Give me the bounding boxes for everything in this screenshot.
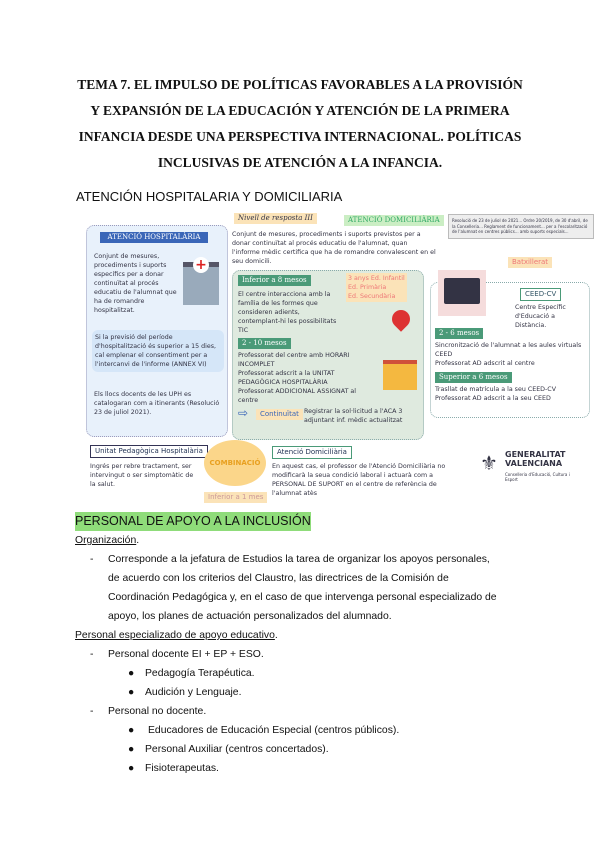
level-item: 3 anys Ed. Infantil — [348, 275, 405, 282]
docente-item: Personal docente EI + EP + ESO. — [108, 649, 264, 660]
ceed-tag: CEED-CV — [520, 288, 561, 301]
bullet: ● — [128, 687, 135, 698]
list-item: Professorat AD adscrit a la seu CEED — [435, 395, 551, 402]
m2-6-list — [435, 341, 585, 368]
list-item: Sincronització de l'alumnat a les aules virtuals CEED — [435, 342, 582, 358]
ad-tag: Atenció Domiciliària — [272, 446, 352, 459]
dash-bullet: - — [90, 706, 94, 717]
list-item: Trasllat de matrícula a la seu CEED-CV — [435, 386, 557, 393]
level-item: Ed. Primària — [348, 284, 387, 291]
text-line: apoyo, los planes de actuación personalizados del alumnado. — [108, 611, 392, 622]
list-item: Professorat ADDICIONAL ASSIGNAT al centre — [238, 388, 357, 404]
list-item: Professorat adscrit a la UNITAT PEDAGÒGICA HOSPITALÀRIA — [238, 370, 335, 386]
org-label-line: Organización. — [75, 535, 140, 546]
level-item: Ed. Secundària — [348, 293, 396, 300]
section-heading: ATENCIÓN HOSPITALARIA Y DOMICILIARIA — [76, 189, 343, 204]
ceed-text: Centre Específic d'Educació a Distància. — [515, 304, 566, 329]
generalitat-emblem-icon: ⚜ — [480, 451, 498, 475]
batx-tag: Batxillerat — [508, 257, 552, 268]
dom-title: ATENCIÓ DOMICILIÀRIA — [344, 215, 444, 226]
logo-text: GENERALITAT VALENCIANA — [505, 450, 566, 468]
org-paragraph — [108, 550, 497, 626]
page-title — [20, 72, 580, 176]
bullet: ● — [128, 763, 135, 774]
laptop-illustration — [438, 270, 486, 316]
bullet: ● — [128, 725, 135, 736]
list-item: Professorat AD adscrit al centre — [435, 360, 535, 367]
title-line: INCLUSIVAS DE ATENCIÓN A LA INFANCIA. — [157, 155, 443, 170]
infographic — [80, 210, 595, 508]
lt1-tag: Inferior a 1 mes — [204, 492, 267, 503]
continuity-text: Registrar la sol·licitud a l'ACA 3 adjuntant inf. mèdic actualitzat — [304, 408, 403, 424]
dom-text: Conjunt de mesures, procediments i suports previstos per a donar continuïtat al procés educatiu de l'alumnat, quan l'informe mèdic certifica que ha de romandre convalescent en el seu domicili. — [232, 231, 436, 265]
org-label: Organización — [75, 535, 137, 546]
hosp-note: Si la previsió del període d'hospitalització és superior a 15 dies, cal emplenar el consentiment per a l'intercanvi de l'informe (ANNEX VI) — [92, 330, 224, 372]
section-heading: PERSONAL DE APOYO A LA INCLUSIÓN — [75, 512, 311, 531]
list-item: Fisioterapeutas. — [145, 763, 219, 774]
hospital-icon: + — [183, 262, 219, 305]
combination-badge: COMBINACIÓ — [204, 440, 266, 486]
bullet: ● — [128, 744, 135, 755]
m2-10-tag: 2 - 10 mesos — [238, 338, 291, 349]
house-icon — [383, 360, 417, 390]
gt6-tag: Superior a 6 mesos — [435, 372, 512, 383]
arrow-icon: ⇨ — [238, 406, 249, 420]
title-line: INFANCIA DESDE UNA PERSPECTIVA INTERNACIONAL. POLÍTICAS — [78, 129, 522, 144]
dash-bullet: - — [90, 554, 94, 565]
hosp-text: Conjunt de mesures, procediments i suports específics per a donar continuïtat al procés educatiu de l'alumnat que ha de romandre hospitalitzat. — [94, 253, 177, 314]
no-docente-item: Personal no docente. — [108, 706, 207, 717]
list-item: Professorat del centre amb HORARI INCOMPLET — [238, 352, 350, 368]
text-line: de acuerdo con los criterios del Claustro, las directrices de la Comisión de — [108, 573, 449, 584]
list-item: Educadores de Educación Especial (centros públicos). — [148, 725, 400, 736]
legal-box: Resolució de 23 de juliol de 2021... Ordre 20/2019, de 30 d'abril, de la Conselleria... Reglament de funcionament... per a l'escolarització de l'alumnat en centres públics... amb suports especials... — [448, 214, 594, 239]
hosp-title: ATENCIÓ HOSPITALÀRIA — [100, 232, 208, 243]
ad-text: En aquest cas, el professor de l'Atenció Domiciliària no modificarà la seua condició laboral i actuarà com a PERSONAL DE SUPORT en el centre de referència de l'alumnat atès — [272, 463, 446, 497]
list-item: Pedagogía Terapéutica. — [145, 668, 255, 679]
list-item: Audición y Lenguaje. — [145, 687, 242, 698]
gt6-list — [435, 385, 585, 403]
levels — [346, 273, 407, 302]
hosp-note2: Els llocs docents de les UPH es catalogaran com a itinerants (Resolució 23 de juliol 2021). — [94, 391, 220, 416]
dash-bullet: - — [90, 649, 94, 660]
lt8-tag: Inferior a 8 mesos — [238, 275, 311, 286]
uph-tag: Unitat Pedagògica Hospitalària — [90, 445, 208, 458]
m2-10-list — [238, 351, 378, 405]
text-line: Corresponde a la jefatura de Estudios la tarea de organizar los apoyos personales, — [108, 554, 490, 565]
bullet: ● — [128, 668, 135, 679]
level-tag: Nivell de resposta III — [234, 213, 317, 224]
list-item: Personal Auxiliar (centros concertados). — [145, 744, 329, 755]
logo-sub: Conselleria d'Educació, Cultura i Esport — [505, 472, 570, 482]
spec-label: Personal especializado de apoyo educativo — [75, 630, 275, 641]
uph-text: Ingrés per rebre tractament, ser intervingut o ser simptomàtic de la salut. — [90, 463, 194, 488]
text-line: Coordinación Pedagógica y, en el caso de que intervenga personal especializado de — [108, 592, 497, 603]
continuity-tag: Continuïtat — [256, 409, 303, 420]
lt8-text: El centre interacciona amb la família de les formes que consideren adients, contemplant-hi les possibilitats TIC — [238, 291, 337, 334]
m2-6-tag: 2 - 6 mesos — [435, 328, 483, 339]
title-line: TEMA 7. EL IMPULSO DE POLÍTICAS FAVORABLES A LA PROVISIÓN — [77, 77, 523, 92]
spec-label-line: Personal especializado de apoyo educativo. — [75, 630, 278, 641]
title-line: Y EXPANSIÓN DE LA EDUCACIÓN Y ATENCIÓN DE LA PRIMERA — [90, 103, 510, 118]
